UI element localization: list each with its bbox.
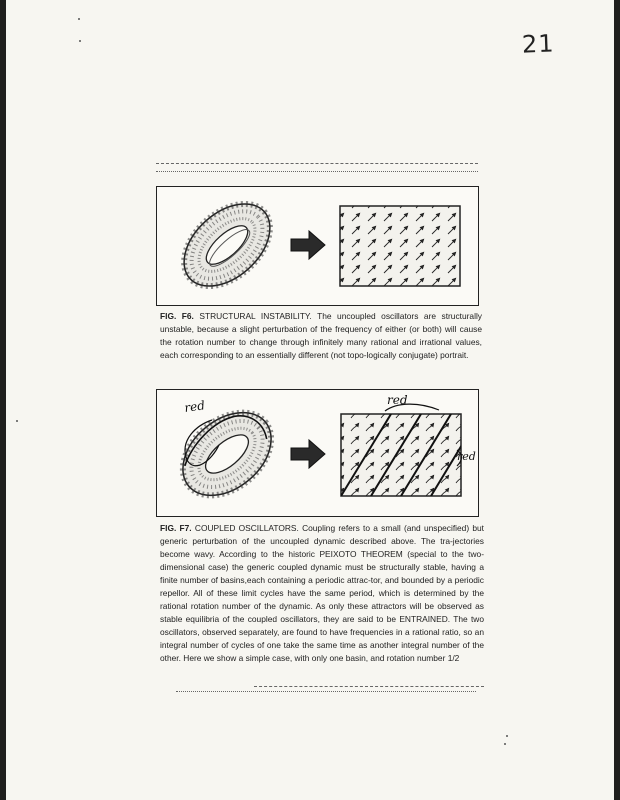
figure-f7-label: FIG. F7. [160,523,192,533]
figure-f6-caption [160,310,482,362]
flow-arrow [464,226,472,234]
figure-f7-caption [160,522,484,665]
flow-arrow [320,213,328,221]
flow-arrow [321,462,329,470]
figure-f6-illustration [157,187,478,305]
flow-arrow [366,397,374,405]
flow-arrow [320,265,328,273]
flow-field-square [320,200,472,286]
flow-arrow [351,397,359,405]
arrow-right-icon [291,440,325,468]
figure-f7-box [156,389,479,517]
flow-arrow [320,200,328,208]
red-annotation-label-1: red [183,398,206,415]
bottom-divider [254,686,484,687]
top-divider-second [156,171,478,172]
flow-arrow [426,397,434,405]
flow-arrow [321,423,329,431]
scan-speck [79,40,81,42]
flow-arrow [464,278,472,286]
figure-f6-box [156,186,479,306]
flow-arrow [336,397,344,405]
flow-arrow [464,239,472,247]
flow-field-square [321,397,477,496]
document-page [6,0,614,800]
flow-arrow [464,213,472,221]
page-number: 21 [521,29,556,59]
figure-f7-caption-text: COUPLED OSCILLATORS. Coupling refers to a small (and unspecified) but generic perturbation of the uncoupled dynamic described above. The tra-jectories become wavy. According to the historic PEIXOTO THEOREM (special to the two-dimensional case) the generic coupled dynamic must be structurally stable, having a finite number of basins,each containing a periodic attrac-tor, and bounded by a periodic repellor. All of these limit cycles have the same period, which is determined by the rational rotation number of the dynamic. As only these attractors will be observed as stable equilibria of the coupled oscillators, they are said to be ENTRAINED. The two oscillators, observed separately, are found to have frequencies in a rational ratio, so an integral number of cycles of one take the same time as another integral number of the other. Here we show a simple case, with only one basin, and rotation number 1/2 [160,523,485,663]
flow-arrow [464,252,472,260]
red-annotation-label-3: red [457,450,476,463]
figure-f6-label: FIG. F6. [160,311,194,321]
flow-arrow [320,226,328,234]
top-divider [156,163,478,164]
scan-speck [506,735,508,737]
scan-speck [504,743,506,745]
flow-arrow [320,278,328,286]
flow-arrow [321,475,329,483]
scan-speck [16,420,18,422]
arrow-right-icon [291,231,325,259]
flow-arrow [321,397,329,405]
flow-arrow [321,410,329,418]
red-annotation-label-2: red [387,393,408,407]
bottom-divider-second [176,691,476,692]
flow-arrow [321,488,329,496]
flow-arrow [464,200,472,208]
flow-arrow [456,397,464,405]
flow-arrow [464,265,472,273]
flow-arrow [320,252,328,260]
flow-arrow [441,397,449,405]
flow-arrow [321,436,329,444]
figure-f7-illustration [157,390,478,516]
scan-speck [78,18,80,20]
figure-f6-caption-text: STRUCTURAL INSTABILITY. The uncoupled oscillators are structurally unstable, because a slight perturbation of the frequency of either (or both) will cause the rotation number to change through infinitely many rational and irrational values, each corresponding to an essentially different (not topo-logically conjugate) portrait. [160,311,482,360]
torus-icon [168,188,285,302]
